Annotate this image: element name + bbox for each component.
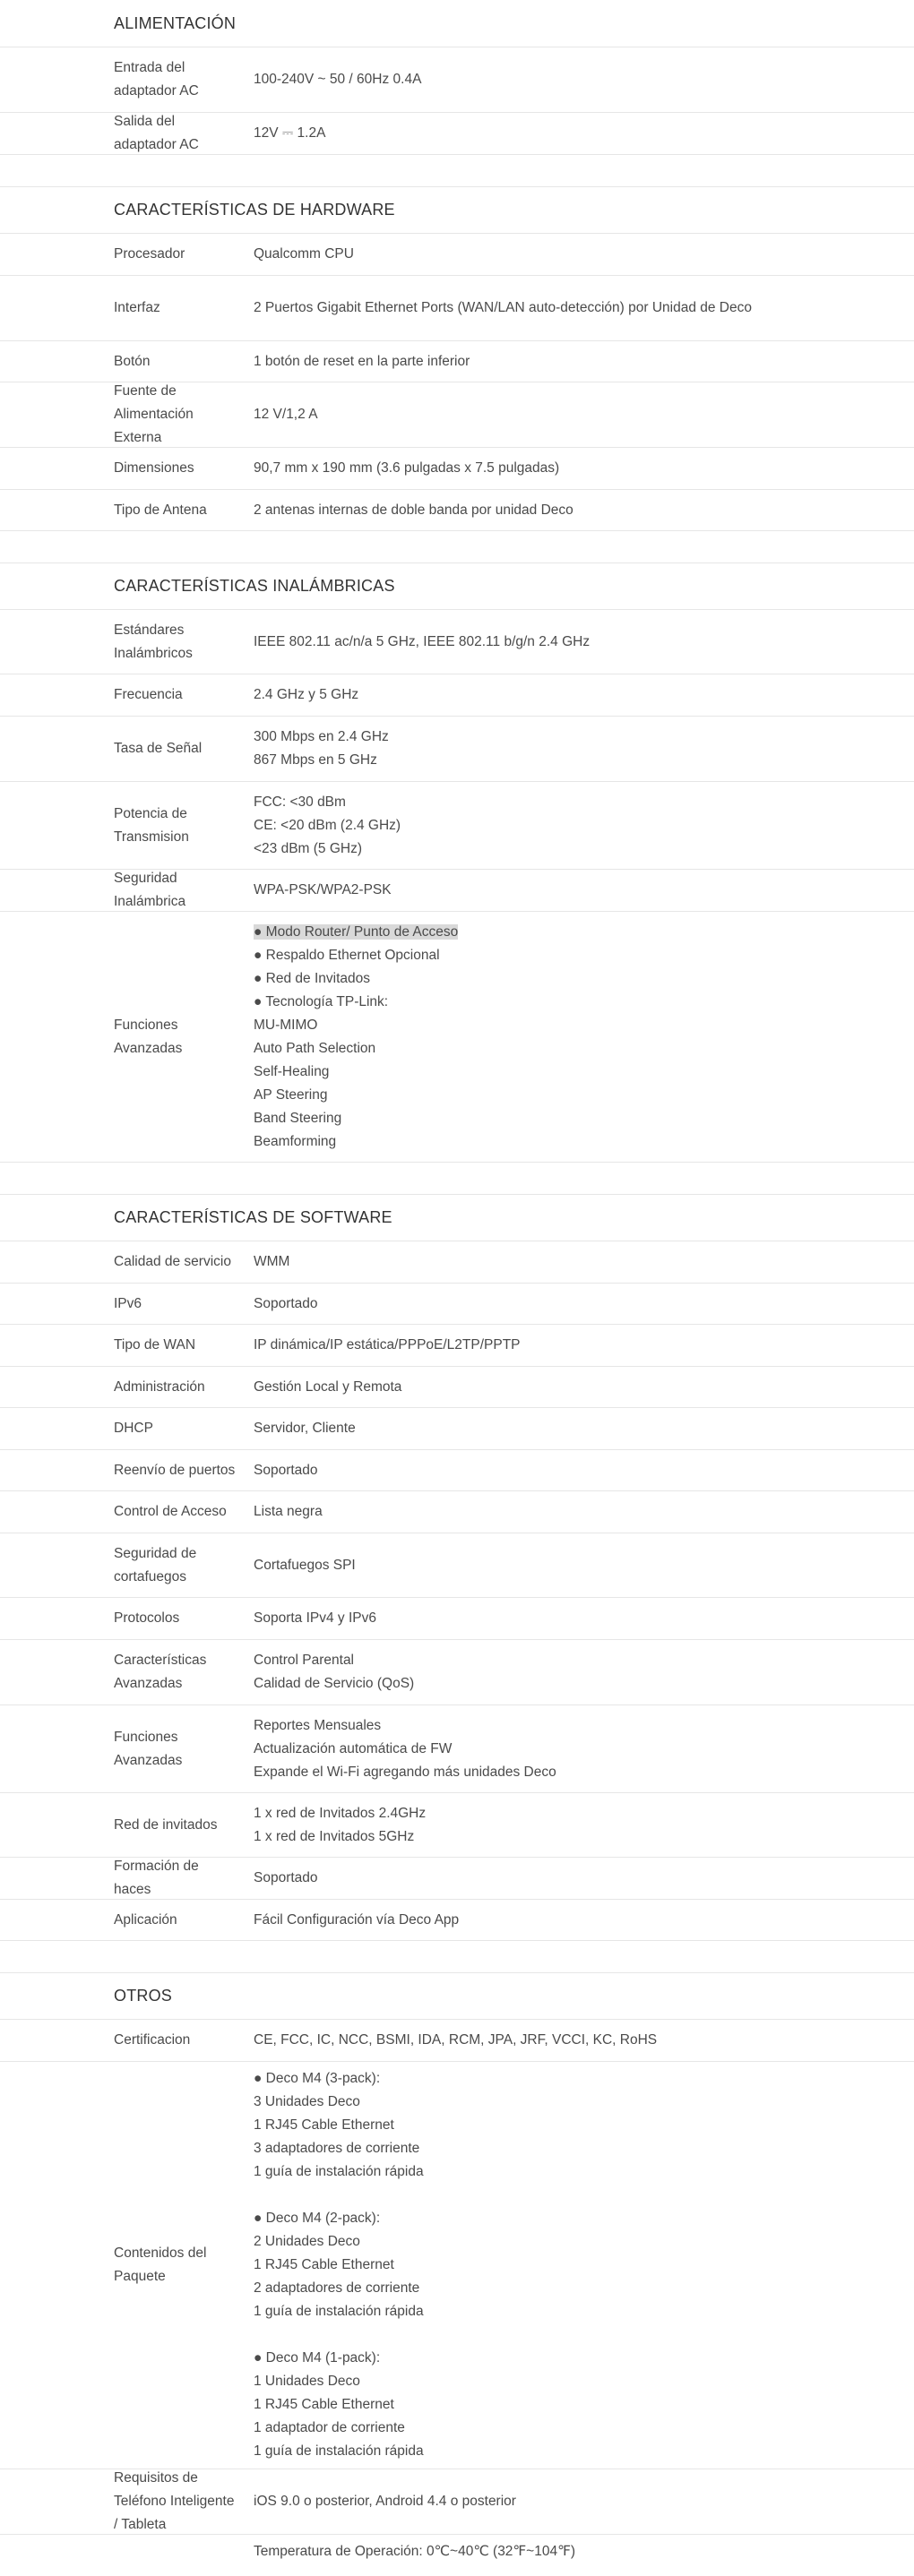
spec-value (254, 350, 791, 374)
spec-value-line: Band Steering (254, 1110, 342, 1126)
spec-label: Fuente de Alimentación Externa (114, 383, 194, 445)
spec-value-line (254, 2323, 773, 2347)
spec-row (0, 490, 914, 531)
spec-label: Características Avanzadas (114, 1653, 207, 1691)
spec-value (254, 1649, 791, 1696)
spec-row (0, 1640, 914, 1705)
spec-value (254, 1417, 791, 1440)
section-gap (0, 1163, 914, 1195)
spec-value-line: 300 Mbps en 2.4 GHz (254, 729, 389, 744)
spec-value-line: Lista negra (254, 1504, 323, 1519)
spec-value-line: 1 x red de Invitados 5GHz (254, 1828, 415, 1844)
spec-row (0, 1858, 914, 1900)
spec-value-line: 3 adaptadores de corriente (254, 2141, 420, 2156)
spec-value-line: ● Tecnología TP-Link: (254, 993, 389, 1009)
spec-value (254, 1802, 791, 1849)
spec-row (0, 1325, 914, 1367)
spec-row (0, 782, 914, 870)
spec-label: Seguridad de cortafuegos (114, 1545, 197, 1584)
spec-value-line: iOS 9.0 o posterior, Android 4.4 o posterior (254, 2494, 516, 2509)
spec-value-line: Calidad de Servicio (QoS) (254, 1676, 415, 1691)
section-title-software: CARACTERÍSTICAS DE SOFTWARE (0, 1195, 914, 1241)
spec-label: Frecuencia (114, 687, 183, 702)
spec-label: Funciones Avanzadas (114, 1729, 183, 1768)
spec-row (0, 276, 914, 341)
spec-value (254, 879, 791, 902)
spec-value-line: 1 botón de reset en la parte inferior (254, 353, 470, 369)
spec-label: Funciones Avanzadas (114, 1017, 183, 1056)
spec-value (254, 921, 791, 1154)
spec-value-line: MU-MIMO (254, 1017, 318, 1033)
spec-row (0, 1793, 914, 1858)
spec-value (254, 2067, 791, 2463)
spec-row (0, 870, 914, 912)
spec-row (0, 1900, 914, 1941)
spec-value-line: 1 RJ45 Cable Ethernet (254, 2117, 394, 2133)
spec-value-line: Qualcomm CPU (254, 246, 354, 262)
spec-value (254, 68, 791, 91)
spec-value-line: 1 adaptador de corriente (254, 2420, 405, 2435)
spec-value-line (254, 2184, 773, 2207)
spec-value (254, 726, 791, 772)
spec-value (254, 403, 791, 426)
spec-value-line: 2 Unidades Deco (254, 2234, 360, 2249)
spec-value-line: 90,7 mm x 190 mm (3.6 pulgadas x 7.5 pulgadas) (254, 460, 560, 476)
spec-value-line: 3 Unidades Deco (254, 2094, 360, 2109)
spec-label: Calidad de servicio (114, 1254, 231, 1269)
section-gap (0, 531, 914, 563)
spec-value (254, 1607, 791, 1630)
spec-value-line: Soporta IPv4 y IPv6 (254, 1610, 376, 1626)
spec-value-line: ● Deco M4 (1-pack): (254, 2350, 381, 2366)
spec-value-line: Gestión Local y Remota (254, 1378, 402, 1395)
section-title-power: ALIMENTACIÓN (0, 0, 914, 47)
spec-value-line: 1 RJ45 Cable Ethernet (254, 2257, 394, 2272)
spec-value-line: CE, FCC, IC, NCC, BSMI, IDA, RCM, JPA, JRF, VCCI, KC, RoHS (254, 2032, 658, 2048)
spec-row (0, 1705, 914, 1793)
section-title-wireless: CARACTERÍSTICAS INALÁMBRICAS (0, 563, 914, 610)
spec-label: Contenidos del Paquete (114, 2245, 207, 2284)
spec-value-line: Soportado (254, 1870, 318, 1885)
spec-value (254, 1867, 791, 1890)
spec-value-line: 12 V/1,2 A (254, 407, 318, 422)
spec-row (0, 113, 914, 155)
highlighted-text: ● Modo Router/ Punto de Acceso (254, 923, 459, 940)
spec-label: Seguridad Inalámbrica (114, 871, 186, 909)
section-title-other: OTROS (0, 1973, 914, 2020)
spec-value-line: Actualización automática de FW (254, 1740, 453, 1756)
spec-row (0, 610, 914, 674)
spec-label: Estándares Inalámbricos (114, 622, 193, 661)
spec-label: Control de Acceso (114, 1504, 227, 1519)
spec-value-line: ● Red de Invitados (254, 970, 370, 986)
spec-value-line: 867 Mbps en 5 GHz (254, 752, 377, 768)
spec-label: IPv6 (114, 1295, 142, 1311)
spec-row (0, 234, 914, 276)
spec-value (254, 1500, 791, 1524)
spec-label: Botón (114, 353, 151, 369)
spec-value-line: 100-240V ~ 50 / 60Hz 0.4A (254, 72, 422, 87)
spec-row (0, 1284, 914, 1325)
spec-row (0, 2535, 914, 2576)
spec-value-line: Self-Healing (254, 1063, 330, 1079)
spec-value-line: CE: <20 dBm (2.4 GHz) (254, 817, 401, 833)
spec-value (254, 1554, 791, 1577)
spec-value-line: 1 guía de instalación rápida (254, 2443, 424, 2459)
spec-row (0, 47, 914, 113)
spec-value-line: Temperatura de Operación: 0℃~40℃ (32℉~104℉) (254, 2544, 576, 2559)
spec-row (0, 2062, 914, 2469)
spec-label: Potencia de Transmision (114, 805, 189, 845)
spec-value (254, 1334, 791, 1357)
spec-label: Administración (114, 1378, 205, 1395)
spec-value-line: Fácil Configuración vía Deco App (254, 1911, 460, 1928)
spec-label: Red de invitados (114, 1816, 218, 1833)
spec-value-line: Auto Path Selection (254, 1040, 376, 1056)
spec-value (254, 1909, 791, 1932)
spec-label: Procesador (114, 246, 185, 262)
spec-row (0, 448, 914, 490)
spec-value-line: Beamforming (254, 1133, 337, 1149)
spec-value (254, 499, 791, 522)
spec-value-line: WPA-PSK/WPA2-PSK (254, 882, 392, 897)
spec-label: DHCP (114, 1421, 153, 1436)
spec-value-line: 1 guía de instalación rápida (254, 2304, 424, 2319)
spec-value-line: 1 guía de instalación rápida (254, 2164, 424, 2179)
spec-value-line: FCC: <30 dBm (254, 794, 346, 810)
spec-value (254, 2540, 791, 2563)
spec-row (0, 1408, 914, 1450)
spec-value-line: ● Deco M4 (2-pack): (254, 2211, 381, 2226)
spec-value (254, 243, 791, 266)
spec-label: Tipo de WAN (114, 1337, 196, 1352)
spec-value-line: WMM (254, 1254, 290, 1269)
spec-value-line: AP Steering (254, 1086, 328, 1103)
spec-value (254, 1714, 791, 1784)
spec-label: Formación de haces (114, 1859, 199, 1897)
spec-label: Requisitos de Teléfono Inteligente / Tableta (114, 2470, 235, 2532)
spec-value-line: IEEE 802.11 ac/n/a 5 GHz, IEEE 802.11 b/g/n 2.4 GHz (254, 633, 591, 649)
spec-label: Protocolos (114, 1610, 180, 1626)
spec-row (0, 912, 914, 1163)
spec-value (254, 122, 791, 145)
spec-value-line: 1 RJ45 Cable Ethernet (254, 2397, 394, 2412)
spec-value (254, 631, 791, 654)
spec-value (254, 2029, 791, 2052)
spec-value (254, 1376, 791, 1399)
spec-value (254, 1250, 791, 1274)
spec-value-line: ● Respaldo Ethernet Opcional (254, 947, 440, 963)
spec-row (0, 2020, 914, 2062)
spec-value-line: Soportado (254, 1462, 318, 1478)
spec-label: Tasa de Señal (114, 741, 203, 756)
spec-row (0, 2469, 914, 2535)
spec-row (0, 1491, 914, 1533)
spec-label: Certificacion (114, 2032, 191, 2048)
spec-value (254, 457, 791, 480)
spec-value-line: 1 Unidades Deco (254, 2374, 360, 2389)
spec-row (0, 382, 914, 448)
spec-row (0, 1241, 914, 1284)
spec-value-line: IP dinámica/IP estática/PPPoE/L2TP/PPTP (254, 1337, 521, 1352)
spec-value-line: ● Deco M4 (3-pack): (254, 2071, 381, 2086)
spec-value (254, 791, 791, 861)
spec-value (254, 683, 791, 707)
spec-value-line: 12V ⎓ 1.2A (254, 125, 326, 141)
spec-label: Tipo de Antena (114, 502, 207, 518)
spec-label: Dimensiones (114, 460, 194, 476)
spec-row (0, 1598, 914, 1640)
spec-value-line: Reportes Mensuales (254, 1717, 382, 1733)
spec-value-line: Servidor, Cliente (254, 1421, 356, 1436)
spec-label: Aplicación (114, 1911, 177, 1928)
spec-value (254, 1459, 791, 1482)
spec-row (0, 341, 914, 382)
spec-value-line: Expande el Wi-Fi agregando más unidades Deco (254, 1764, 556, 1780)
spec-row (0, 674, 914, 717)
spec-label: Salida del adaptador AC (114, 114, 199, 152)
spec-value-line: 2 Puertos Gigabit Ethernet Ports (WAN/LAN auto-detección) por Unidad de Deco (254, 300, 752, 315)
spec-label: Reenvío de puertos (114, 1462, 236, 1478)
spec-row (0, 1450, 914, 1491)
section-title-hardware: CARACTERÍSTICAS DE HARDWARE (0, 187, 914, 234)
spec-row (0, 1367, 914, 1408)
spec-row (0, 717, 914, 782)
spec-value (254, 296, 791, 320)
spec-value (254, 2490, 791, 2513)
spec-value-line: <23 dBm (5 GHz) (254, 840, 363, 856)
section-gap (0, 155, 914, 187)
spec-value-line: Soportado (254, 1295, 318, 1311)
spec-label: Entrada del adaptador AC (114, 60, 199, 99)
spec-value (254, 1292, 791, 1316)
spec-label: Interfaz (114, 300, 160, 315)
spec-row (0, 1533, 914, 1598)
spec-value-line: Control Parental (254, 1653, 355, 1668)
spec-value-line: 2 antenas internas de doble banda por unidad Deco (254, 502, 573, 518)
spec-value-line: 2 adaptadores de corriente (254, 2280, 420, 2296)
section-gap (0, 1941, 914, 1973)
spec-value-line: 1 x red de Invitados 2.4GHz (254, 1805, 427, 1821)
spec-value-line: Cortafuegos SPI (254, 1557, 356, 1573)
spec-value-line: 2.4 GHz y 5 GHz (254, 687, 359, 702)
